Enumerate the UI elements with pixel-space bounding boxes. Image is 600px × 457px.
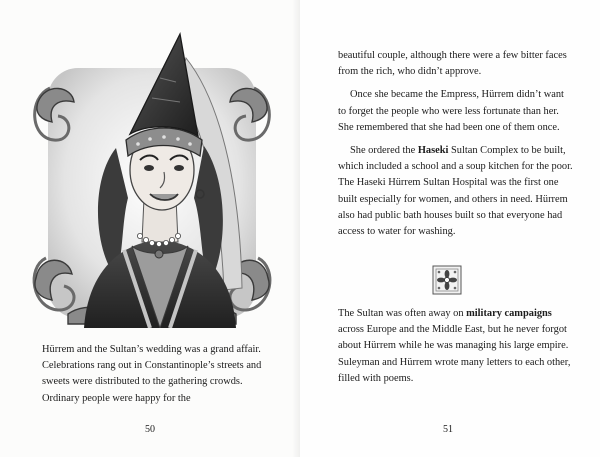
paragraph-4-rest: across Europe and the Middle East, but he never forgot about Hürrem while he was managing his large empire. Suleyman and Hürrem wrote many letters to each other, filled with poems. bbox=[338, 324, 571, 384]
floral-ornament-icon bbox=[432, 265, 462, 295]
right-paragraph-1: beautiful couple, although there were a few bitter faces from the rich, who didn’t approve. bbox=[338, 50, 567, 78]
glossary-term-military-campaigns: military campaigns bbox=[466, 308, 552, 319]
paragraph-3-rest: Sultan Complex to be built, which included a school and a soup kitchen for the poor. The Haseki Hürrem Sultan Hospital was the first one built especially for women, and others in need. Hürrem also had public bath houses built so that everyone had access to water for washing. bbox=[338, 145, 573, 238]
portrait-illustration bbox=[28, 28, 276, 328]
paragraph-4-lead: The Sultan was often away on bbox=[338, 308, 467, 319]
page-number-left: 50 bbox=[145, 424, 155, 435]
glossary-term-haseki: Haseki bbox=[417, 145, 449, 157]
right-paragraph-3 bbox=[338, 143, 574, 240]
paragraph-3-lead: She ordered the bbox=[350, 145, 418, 157]
right-paragraph-4 bbox=[338, 306, 574, 387]
right-body-text bbox=[338, 48, 574, 240]
page-number-right: 51 bbox=[443, 424, 453, 435]
left-body-paragraph: Hürrem and the Sultan’s wedding was a grand affair. Celebrations rang out in Constantinople’s streets and sweets were distributed to the gathering crowds. Ordinary people were happy for the bbox=[42, 344, 262, 404]
right-paragraph-2: Once she became the Empress, Hürrem didn’t want to forget the people who were less fortunate than her. She remembered that she had been one of them once. bbox=[338, 89, 564, 133]
